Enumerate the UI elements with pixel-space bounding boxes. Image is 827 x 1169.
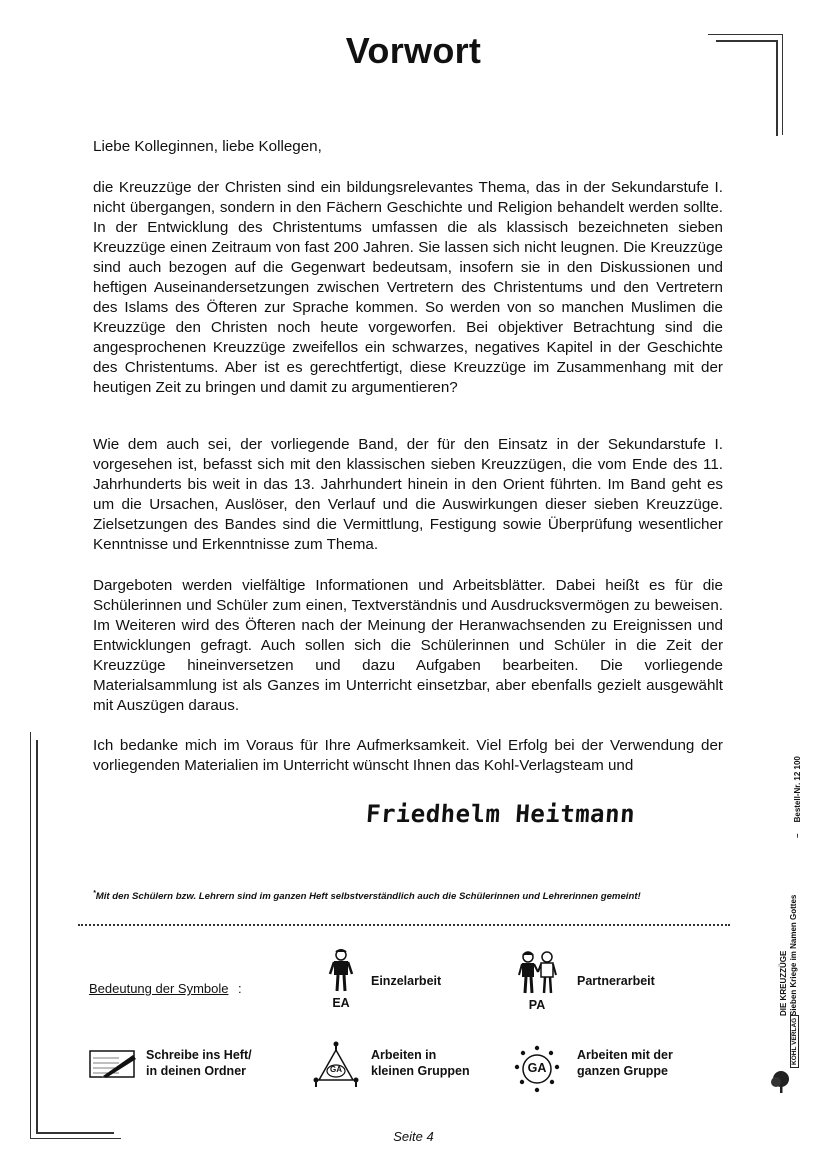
salutation: Liebe Kolleginnen, liebe Kollegen,	[93, 138, 322, 155]
label-ganze-gruppe-line2: ganzen Gruppe	[577, 1064, 668, 1078]
side-order-info	[793, 756, 802, 838]
footnote-marker: *	[93, 890, 96, 897]
side-separator: –	[793, 833, 802, 838]
publisher-logo: KOHL VERLAG	[790, 1015, 799, 1068]
label-kleine-gruppen-line2: kleinen Gruppen	[371, 1064, 470, 1078]
footnote-text: Mit den Schülern bzw. Lehrern sind im ganzen Heft selbstverständlich auch die Schülerinnen und Lehrerinnen gemeint!	[95, 891, 641, 903]
label-heft-line1: Schreibe ins Heft/	[146, 1048, 252, 1062]
code-pa: PA	[528, 998, 546, 1012]
side-order-number: Bestell-Nr. 12 100	[793, 756, 802, 823]
dotted-divider	[78, 924, 730, 926]
code-ga-small: GA	[330, 1065, 342, 1074]
tree-logo-icon	[770, 1070, 792, 1094]
legend-heading: Bedeutung der Symbole	[89, 981, 229, 996]
label-einzelarbeit: Einzelarbeit	[371, 974, 442, 988]
side-series-info	[779, 895, 799, 1016]
label-kleine-gruppen	[371, 1047, 470, 1079]
two-persons-icon	[518, 950, 558, 996]
paragraph-4: Ich bedanke mich im Voraus für Ihre Aufmerksamkeit. Viel Erfolg bei der Verwendung der vorliegenden Materialien im Unterricht wünscht Ihnen das Kohl-Verlagsteam und	[93, 737, 723, 774]
page-number: Seite 4	[393, 1129, 434, 1144]
paragraph-3: Dargeboten werden vielfältige Informationen und Arbeitsblätter. Dabei heißt es für die Schülerinnen und Schüler zum einen, Textverständnis und Ausdrucksvermögen zu beweisen. Im Weiteren wird des Öfteren nach der Meinung der Heranwachsenden zu Ereignissen und Entwicklungen gefragt. Auch sollen sich die Schülerinnen und Schüler in die Zeit der Kreuzzüge hineinversetzen und dazu Aufgaben bearbeiten. Die vorliegende Materialsammlung ist als Ganzes im Unterricht einsetzbar, aber ebenfalls gezielt ausgewählt mit Auszügen daraus.	[93, 577, 723, 714]
page-title: Vorwort	[345, 30, 482, 71]
label-heft-line2: in deinen Ordner	[146, 1064, 247, 1078]
side-series-title: DIE KREUZZÜGE	[779, 950, 788, 1016]
code-ea: EA	[332, 996, 350, 1010]
paragraph-2: Wie dem auch sei, der vorliegende Band, der für den Einsatz in der Sekundarstufe I. vorgesehen ist, befasst sich mit den klassischen sieben Kreuzzügen, die vom Ende des 11. Jahrhunderts bis weit in das 13. Jahrhundert hinein in den Orient führten. Im Band geht es um die Ursachen, Auslöser, den Verlauf und die Auswirkungen dieser sieben Kreuzzüge. Zielsetzungen des Bandes sind die Vermittlung, Festigung sowie Überprüfung wesentlicher Kenntnisse und Erkenntnisse zum Thema.	[93, 436, 723, 553]
label-kleine-gruppen-line1: Arbeiten in	[371, 1048, 437, 1062]
label-partnerarbeit: Partnerarbeit	[577, 974, 655, 988]
code-ga-whole: GA	[527, 1061, 547, 1075]
label-ganze-gruppe-line1: Arbeiten mit der	[577, 1048, 673, 1062]
footnote	[93, 890, 641, 902]
paragraph-1: die Kreuzzüge der Christen sind ein bildungsrelevantes Thema, das in der Sekundarstufe I. nicht übergangen, sondern in den Fächern Geschichte und Religion behandelt werden sollte. In der Entwicklung des Christentums umfassen die als klassisch bezeichneten sieben Kreuzzüge einen Zeitraum von fast 200 Jahren. Sie lassen sich nicht leugnen. Die Kreuzzüge sind auch bezogen auf die Gegenwart bedeutsam, insofern sie in den Diskussionen und heftigen Auseinandersetzungen zwischen Vertretern des Christentums und den Vertretern des Islams des Öfteren zur Sprache kommen. So werden von so manchen Muslimen die Kreuzzüge den Christen noch heute vorgeworfen. Bei objektiver Betrachtung sind die angesprochenen Kreuzzüge zweifellos ein schwarzes, negatives Kapitel in der Geschichte des Christentums. Aber ist es gerechtfertigt, diese Kreuzzüge im Zusammenhang mit der heutigen Zeit zu bringen und damit zu argumentieren?	[93, 179, 723, 396]
notebook-pen-icon	[89, 1049, 137, 1079]
label-ganze-gruppe	[577, 1047, 673, 1079]
label-heft	[146, 1047, 252, 1079]
single-person-icon	[328, 948, 354, 994]
signature: Friedhelm Heitmann	[365, 800, 637, 828]
legend-colon: :	[238, 981, 242, 996]
side-subtitle: Sieben Kriege im Namen Gottes	[789, 894, 798, 1016]
